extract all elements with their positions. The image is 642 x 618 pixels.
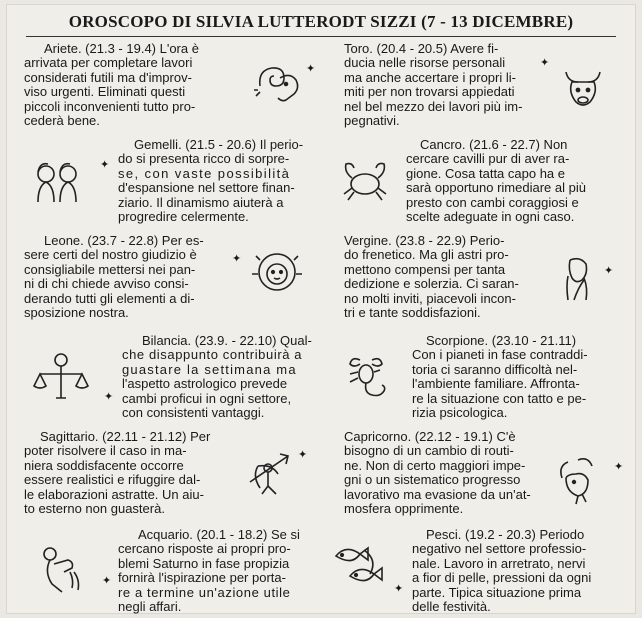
archer-icon	[240, 444, 302, 500]
sign-line: gione. Cosa tatta capo ha e	[406, 165, 566, 181]
star-icon: ✦	[540, 57, 550, 69]
sign-line: se, con vaste possibilità	[118, 165, 291, 181]
sign-line: Ariete. (21.3 - 19.4) L'ora è	[44, 41, 199, 56]
sign-line: presto con cambi coraggiosi e	[406, 194, 579, 210]
sign-line: poter risolvere il caso in ma-	[24, 443, 187, 459]
sign-sagittario	[24, 430, 236, 516]
ram-icon	[246, 56, 308, 112]
title-divider	[26, 36, 616, 37]
sign-line: arrivata per completare lavori	[24, 55, 193, 71]
sign-acquario	[118, 528, 330, 614]
sign-line: viso urgenti. Eliminati questi	[24, 84, 186, 100]
sign-line: re a termine un'azione utile	[118, 584, 291, 600]
sign-line: Sagittario. (22.11 - 21.12) Per	[40, 429, 211, 444]
sign-line: ducia nelle risorse personali	[344, 55, 506, 71]
sign-line: l'aspetto astrologico prevede	[122, 376, 288, 392]
sign-line: cambi proficui in ogni settore,	[122, 390, 292, 406]
sign-capricorno	[344, 430, 544, 516]
sign-line: miti per non trovarsi appiedati	[344, 84, 515, 100]
star-icon: ✦	[232, 253, 242, 265]
sign-line: bisogno di un cambio di routi-	[344, 443, 514, 459]
star-icon: ✦	[604, 265, 614, 277]
sign-line: sere certi del nostro giudizio è	[24, 247, 197, 263]
sign-leone	[24, 234, 238, 320]
sign-line: Scorpione. (23.10 - 21.11)	[426, 333, 577, 348]
sign-line: cercano risposte ai propri pro-	[118, 541, 291, 557]
star-icon: ✦	[102, 575, 112, 587]
sign-vergine	[344, 234, 558, 320]
sign-line: mosfera opprimente.	[344, 501, 464, 517]
sign-line: Acquario. (20.1 - 18.2) Se si	[138, 527, 300, 542]
goat-icon	[548, 452, 610, 508]
sign-line: mettono compensi per tanta	[344, 261, 506, 277]
sign-line: dedizione e solerzia. Ci saran-	[344, 276, 519, 292]
sign-line: lavorativo ma evasione da un'at-	[344, 486, 531, 502]
sign-bilancia	[122, 334, 330, 420]
sign-line: considerati futili ma d'improv-	[24, 69, 192, 85]
sign-line: ne. Non di certo maggiori impe-	[344, 457, 526, 473]
sign-line: Leone. (23.7 - 22.8) Per es-	[44, 233, 204, 248]
scales-icon	[30, 348, 92, 404]
sign-line: sarà opportuno rimediare al più	[406, 180, 586, 196]
sign-line: Con i pianeti in fase contraddi-	[412, 347, 588, 363]
sign-line: Toro. (20.4 - 20.5) Avere fi-	[344, 41, 499, 56]
sign-line: che disappunto contribuirà a	[122, 347, 303, 363]
sign-line: cercare cavilli pur di aver ra-	[406, 151, 570, 167]
sign-line: nale. Lavoro in arretrato, nervi	[412, 555, 586, 571]
sign-line: tri e tante soddisfazioni.	[344, 305, 481, 321]
sign-line: Gemelli. (21.5 - 20.6) Il perio-	[134, 137, 304, 152]
sign-line: pegnativi.	[344, 113, 400, 129]
twins-icon	[26, 154, 88, 210]
sign-line: a fior di pelle, pressioni da ogni	[412, 570, 592, 586]
sign-cancro	[406, 138, 620, 224]
sign-line: parte. Tipica situazione prima	[412, 584, 582, 600]
sign-line: nel bel mezzo dei lavori più im-	[344, 98, 523, 114]
sign-line: l'ambiente familiare. Affronta-	[412, 376, 580, 392]
sign-pesci	[412, 528, 624, 614]
star-icon: ✦	[306, 63, 316, 75]
sign-line: le elaborazioni astratte. Un aiu-	[24, 486, 204, 502]
water-bearer-icon	[30, 542, 92, 598]
star-icon: ✦	[104, 391, 114, 403]
sign-gemelli	[118, 138, 330, 224]
scorpion-icon	[338, 348, 400, 404]
sign-line: re la situazione con tatto e pe-	[412, 390, 587, 406]
bull-icon	[552, 60, 614, 116]
sign-line: delle festività.	[412, 599, 491, 615]
sign-line: negli affari.	[118, 599, 182, 615]
sign-line: toria ci saranno difficoltà nel-	[412, 361, 578, 377]
sign-line: ni di chi chiede avviso consi-	[24, 276, 189, 292]
sign-line: Cancro. (21.6 - 22.7) Non	[420, 137, 568, 152]
sign-line: scelte adeguate in ogni caso.	[406, 209, 575, 225]
sign-line: Bilancia. (23.9. - 22.10) Qual-	[142, 333, 312, 348]
sign-line: d'espansione nel settore finan-	[118, 180, 295, 196]
sign-line: Pesci. (19.2 - 20.3) Periodo	[426, 527, 585, 542]
star-icon: ✦	[100, 159, 110, 171]
sign-line: do si presenta ricco di sorpre-	[118, 151, 290, 167]
sign-line: con consistenti vantaggi.	[122, 405, 265, 421]
sign-line: no molti inviti, piacevoli incon-	[344, 290, 516, 306]
star-icon: ✦	[298, 449, 308, 461]
sign-scorpione	[412, 334, 624, 420]
sign-line: gni o un sistematico progresso	[344, 472, 521, 488]
sign-toro	[344, 42, 564, 128]
sign-line: Vergine. (23.8 - 22.9) Perio-	[344, 233, 505, 248]
sign-line: Capricorno. (22.12 - 19.1) C'è	[344, 429, 516, 444]
lion-icon	[246, 244, 308, 300]
sign-line: to esterno non guasterà.	[24, 501, 165, 517]
page-title: OROSCOPO DI SILVIA LUTTERODT SIZZI (7 - 13 DICEMBRE)	[68, 12, 574, 31]
sign-line: blemi Saturno in fase propizia	[118, 555, 290, 571]
sign-line: fornirà l'ispirazione per porta-	[118, 570, 286, 586]
horoscope-page	[6, 4, 636, 614]
sign-line: essere realistici e rifuggire dal-	[24, 472, 201, 488]
virgin-icon	[546, 250, 608, 306]
sign-line: negativo nel settore professio-	[412, 541, 587, 557]
sign-line: niera soddisfacente occorre	[24, 457, 184, 473]
fish-icon	[328, 538, 390, 594]
sign-line: rizia psicologica.	[412, 405, 508, 421]
sign-line: do frenetico. Ma gli astri pro-	[344, 247, 509, 263]
sign-ariete	[24, 42, 242, 128]
star-icon: ✦	[394, 583, 404, 595]
crab-icon	[334, 152, 396, 208]
sign-line: progredire celermente.	[118, 209, 249, 225]
sign-line: consigliabile mettersi nei pan-	[24, 261, 196, 277]
sign-line: ziario. Il dinamismo aiuterà a	[118, 194, 284, 210]
sign-line: guastare la settimana ma	[122, 361, 297, 377]
sign-line: cederà bene.	[24, 113, 100, 129]
sign-line: derando tutti gli elementi a di-	[24, 290, 195, 306]
star-icon: ✦	[614, 461, 624, 473]
sign-line: piccoli inconvenienti tutto pro-	[24, 98, 196, 114]
sign-line: ma anche accertare i propri li-	[344, 69, 516, 85]
sign-line: sposizione nostra.	[24, 305, 129, 321]
